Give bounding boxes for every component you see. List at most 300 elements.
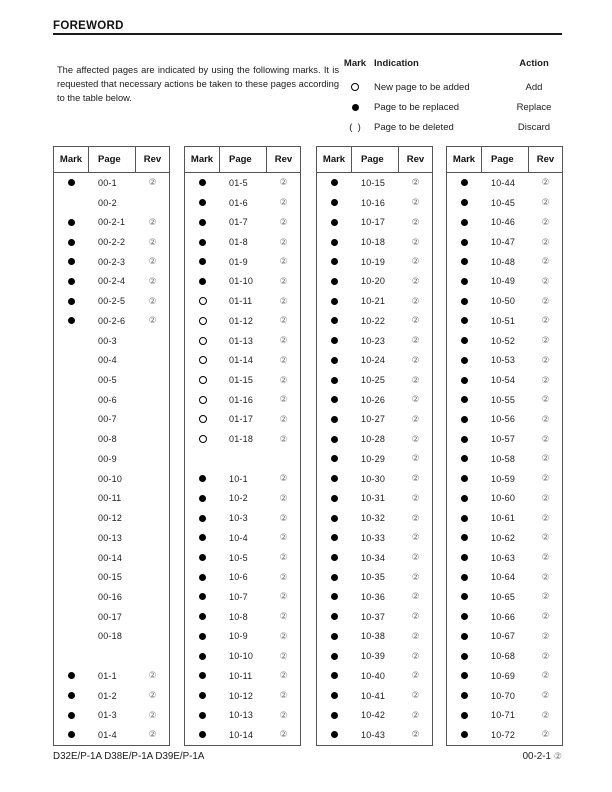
table-row: [185, 331, 300, 351]
mark-cell: [54, 179, 89, 186]
revision-mark: ②: [279, 493, 288, 504]
page-number-cell: 10-62: [491, 532, 516, 543]
page-number-cell: 01-3: [98, 710, 117, 721]
page-number-cell: 00-16: [98, 591, 123, 602]
page-number-cell: 10-58: [491, 453, 516, 464]
mark-cell: [185, 179, 220, 186]
revision-mark: ②: [541, 316, 550, 327]
table-row: [447, 272, 562, 292]
revision-mark: ②: [279, 375, 288, 386]
mark-cell: [54, 219, 89, 226]
table-row: [317, 429, 432, 449]
page-number-cell: 00-2-1: [98, 217, 126, 228]
filled-dot-icon: [199, 574, 206, 581]
table-row: [185, 212, 300, 232]
table-row: [447, 232, 562, 252]
rev-cell: [399, 710, 432, 721]
mark-cell: [185, 712, 220, 719]
filled-dot-icon: [461, 239, 468, 246]
filled-dot-icon: [461, 416, 468, 423]
revision-mark: ②: [541, 375, 550, 386]
table-row: [317, 607, 432, 627]
rev-cell: [529, 355, 562, 366]
rev-cell: [267, 532, 300, 543]
rev-cell: [136, 177, 169, 188]
filled-dot-icon: [461, 534, 468, 541]
filled-dot-icon: [331, 692, 338, 699]
mark-cell: [317, 692, 352, 699]
page-title: FOREWORD: [53, 20, 124, 32]
page-number-cell: 10-7: [229, 591, 248, 602]
open-circle-icon: [199, 435, 207, 443]
revision-mark: ②: [411, 513, 420, 524]
filled-dot-icon: [199, 475, 206, 482]
mark-cell: [54, 278, 89, 285]
table-row: [54, 627, 169, 647]
mark-cell: [185, 574, 220, 581]
rev-cell: [267, 591, 300, 602]
table-row: [54, 508, 169, 528]
table-row: [185, 548, 300, 568]
page-number-cell: 01-13: [229, 335, 254, 346]
filled-dot-icon: [199, 653, 206, 660]
table-row: [54, 607, 169, 627]
revision-mark: ②: [411, 710, 420, 721]
footer-page-number-text: 00-2-1: [522, 751, 551, 762]
rev-cell: [267, 710, 300, 721]
table-row: [185, 489, 300, 509]
table-row: [317, 548, 432, 568]
rev-cell: [399, 670, 432, 681]
rev-cell: [267, 690, 300, 701]
filled-dot-icon: [331, 337, 338, 344]
filled-dot-icon: [331, 633, 338, 640]
mark-cell: [185, 515, 220, 522]
mark-cell: [317, 337, 352, 344]
table-row: [447, 528, 562, 548]
rev-cell: [267, 315, 300, 326]
page-number-cell: 10-65: [491, 591, 516, 602]
revision-mark: ②: [541, 691, 550, 702]
filled-dot-icon: [331, 475, 338, 482]
page-number-cell: 00-13: [98, 532, 123, 543]
page-number-cell: 10-43: [361, 729, 386, 740]
page-number-cell: 10-22: [361, 315, 386, 326]
filled-dot-icon: [461, 219, 468, 226]
revision-mark: ②: [148, 296, 157, 307]
filled-dot-icon: [68, 239, 75, 246]
revision-mark: ②: [541, 355, 550, 366]
rev-cell: [399, 355, 432, 366]
page-number-cell: 00-18: [98, 631, 123, 642]
revision-mark: ②: [279, 257, 288, 268]
mark-cell: [54, 672, 89, 679]
table-row: [54, 528, 169, 548]
open-circle-icon: [199, 376, 207, 384]
revision-mark: ②: [148, 691, 157, 702]
rev-cell: [529, 296, 562, 307]
page-number-cell: 10-12: [229, 690, 254, 701]
revision-mark: ②: [411, 217, 420, 228]
rev-cell: [399, 276, 432, 287]
mark-cell: [185, 297, 220, 305]
rev-cell: [399, 690, 432, 701]
revision-mark: ②: [541, 710, 550, 721]
revision-mark: ②: [148, 217, 157, 228]
table-row: [447, 331, 562, 351]
page-number-cell: 00-11: [98, 493, 122, 504]
open-circle-icon: [199, 317, 207, 325]
page-number-cell: 10-67: [491, 631, 516, 642]
table-row: [185, 232, 300, 252]
mark-cell: [317, 219, 352, 226]
page-number-cell: 01-18: [229, 434, 254, 445]
page-number-cell: 10-34: [361, 552, 386, 563]
rev-cell: [267, 414, 300, 425]
mark-cell: [185, 258, 220, 265]
filled-dot-icon: [199, 258, 206, 265]
page-number-cell: 10-6: [229, 572, 248, 583]
page-number-cell: 00-2-2: [98, 237, 126, 248]
table-row: [447, 252, 562, 272]
revision-mark: ②: [279, 434, 288, 445]
table-row-blank: [185, 449, 300, 469]
page-number-cell: 10-11: [229, 670, 253, 681]
revision-mark: ②: [541, 631, 550, 642]
rev-cell: [399, 453, 432, 464]
mark-cell: [54, 298, 89, 305]
table-row: [317, 173, 432, 193]
revision-mark: ②: [279, 316, 288, 327]
page-number-cell: 01-4: [98, 729, 117, 740]
column-header-page: Page: [352, 147, 399, 172]
filled-dot-icon: [331, 219, 338, 226]
revision-mark: ②: [411, 553, 420, 564]
page-number-cell: 00-7: [98, 414, 117, 425]
legend-action: Discard: [517, 121, 551, 133]
page-number-cell: 10-48: [491, 256, 516, 267]
revision-mark: ②: [279, 355, 288, 366]
rev-cell: [399, 256, 432, 267]
mark-cell: [447, 219, 482, 226]
table-row: [447, 607, 562, 627]
rev-cell: [399, 651, 432, 662]
rev-cell: [529, 591, 562, 602]
mark-cell: [317, 475, 352, 482]
page-number-cell: 00-6: [98, 394, 117, 405]
rev-cell: [399, 493, 432, 504]
mark-cell: [317, 377, 352, 384]
open-circle-icon: [199, 356, 207, 364]
table-row: [317, 725, 432, 745]
mark-cell: [185, 613, 220, 620]
page-number-cell: 10-9: [229, 631, 248, 642]
mark-cell: [317, 653, 352, 660]
page-number-cell: 00-17: [98, 611, 123, 622]
table-row: [447, 567, 562, 587]
legend-action: Replace: [516, 101, 552, 113]
revision-mark: ②: [279, 276, 288, 287]
rev-cell: [267, 611, 300, 622]
rev-cell: [529, 375, 562, 386]
rev-cell: [529, 572, 562, 583]
table-row: [317, 291, 432, 311]
filled-dot-icon: [461, 357, 468, 364]
table-row: [447, 705, 562, 725]
legend-action: Add: [525, 81, 543, 93]
mark-cell: [317, 554, 352, 561]
page-number-cell: 10-30: [361, 473, 386, 484]
page-number-cell: 10-28: [361, 434, 386, 445]
page-number-cell: 10-2: [229, 493, 248, 504]
table-row: [185, 429, 300, 449]
page-number-cell: 10-26: [361, 394, 386, 405]
rev-cell: [529, 611, 562, 622]
revision-mark: ②: [541, 671, 550, 682]
table-row: [54, 449, 169, 469]
mark-cell: [317, 199, 352, 206]
revision-mark: ②: [411, 178, 420, 189]
filled-dot-icon: [331, 199, 338, 206]
page-number-cell: 10-27: [361, 414, 386, 425]
revision-mark: ②: [411, 375, 420, 386]
mark-cell: [447, 515, 482, 522]
filled-dot-icon: [461, 199, 468, 206]
table-row: [317, 311, 432, 331]
page-number-cell: 01-8: [229, 237, 248, 248]
mark-cell: [185, 396, 220, 404]
filled-dot-icon: [352, 104, 359, 111]
revision-mark: ②: [411, 493, 420, 504]
rev-cell: [267, 572, 300, 583]
mark-cell: [447, 731, 482, 738]
table-row: [317, 350, 432, 370]
revision-mark: ②: [148, 710, 157, 721]
table-row: [447, 212, 562, 232]
filled-dot-icon: [331, 278, 338, 285]
page-list-table-2: [184, 146, 301, 746]
mark-cell: [447, 574, 482, 581]
table-row: [185, 469, 300, 489]
rev-cell: [529, 276, 562, 287]
legend-row: [338, 77, 562, 97]
revision-mark: ②: [279, 237, 288, 248]
filled-dot-icon: [199, 593, 206, 600]
page-list-table-4: [446, 146, 563, 746]
filled-dot-icon: [461, 712, 468, 719]
intro-paragraph: The affected pages are indicated by using the following marks. It is requested that necessary actions be taken to these pages according to the table below.: [57, 65, 339, 104]
rev-cell: [267, 355, 300, 366]
revision-mark: ②: [411, 631, 420, 642]
filled-dot-icon: [461, 258, 468, 265]
revision-mark: ②: [279, 513, 288, 524]
filled-dot-icon: [331, 416, 338, 423]
table-row: [185, 252, 300, 272]
page-number-cell: 10-68: [491, 651, 516, 662]
revision-mark: ②: [279, 671, 288, 682]
rev-cell: [399, 729, 432, 740]
page-number-cell: 10-10: [229, 651, 254, 662]
mark-cell: [54, 712, 89, 719]
filled-dot-icon: [68, 317, 75, 324]
table-row: [317, 705, 432, 725]
filled-dot-icon: [461, 692, 468, 699]
page-number-cell: 10-61: [491, 513, 516, 524]
table-row: [54, 567, 169, 587]
filled-dot-icon: [199, 633, 206, 640]
mark-cell: [447, 672, 482, 679]
filled-dot-icon: [461, 495, 468, 502]
revision-mark: ②: [411, 533, 420, 544]
page-number-cell: 00-2-6: [98, 315, 126, 326]
rev-cell: [267, 197, 300, 208]
parentheses-mark: ( ): [349, 121, 361, 133]
page-number-cell: 10-17: [361, 217, 386, 228]
table-row: [317, 449, 432, 469]
table-row: [317, 252, 432, 272]
filled-dot-icon: [331, 239, 338, 246]
rev-cell: [267, 217, 300, 228]
mark-cell: [447, 692, 482, 699]
rev-cell: [267, 670, 300, 681]
column-header-mark: Mark: [54, 147, 89, 172]
filled-dot-icon: [461, 515, 468, 522]
page-number-cell: 10-72: [491, 729, 516, 740]
rev-cell: [399, 335, 432, 346]
revision-mark: ②: [411, 434, 420, 445]
page-number-cell: 00-3: [98, 335, 117, 346]
table-row: [185, 567, 300, 587]
mark-cell: [317, 731, 352, 738]
page-number-cell: 10-55: [491, 394, 516, 405]
column-header-page: Page: [220, 147, 267, 172]
filled-dot-icon: [331, 515, 338, 522]
revision-mark: ②: [541, 493, 550, 504]
revision-mark: ②: [541, 237, 550, 248]
revision-mark: ②: [541, 434, 550, 445]
open-circle-icon: [199, 396, 207, 404]
filled-dot-icon: [331, 672, 338, 679]
table-row: [185, 311, 300, 331]
rev-cell: [399, 434, 432, 445]
legend-mark-cell: [338, 104, 372, 111]
table-row: [54, 725, 169, 745]
rev-cell: [529, 513, 562, 524]
page-number-cell: 10-60: [491, 493, 516, 504]
page-number-cell: 00-8: [98, 434, 117, 445]
table-row: [54, 291, 169, 311]
rev-cell: [267, 335, 300, 346]
filled-dot-icon: [331, 436, 338, 443]
table-row: [447, 587, 562, 607]
legend-row: [338, 117, 562, 137]
revision-mark: ②: [541, 612, 550, 623]
revision-mark: ②: [541, 513, 550, 524]
table-row: [185, 390, 300, 410]
table-row: [185, 193, 300, 213]
revision-mark: ②: [541, 533, 550, 544]
revision-mark: ②: [148, 237, 157, 248]
rev-cell: [529, 197, 562, 208]
page-number-cell: 10-33: [361, 532, 386, 543]
revision-mark: ②: [411, 316, 420, 327]
revision-mark: ②: [541, 178, 550, 189]
page-number-cell: 01-17: [229, 414, 254, 425]
filled-dot-icon: [199, 199, 206, 206]
mark-cell: [185, 495, 220, 502]
mark-cell: [54, 692, 89, 699]
mark-cell: [447, 396, 482, 403]
filled-dot-icon: [331, 258, 338, 265]
page-number-cell: 10-13: [229, 710, 254, 721]
filled-dot-icon: [199, 554, 206, 561]
filled-dot-icon: [461, 653, 468, 660]
mark-cell: [185, 317, 220, 325]
table-row: [54, 489, 169, 509]
rev-cell: [529, 670, 562, 681]
rev-cell: [136, 690, 169, 701]
revision-mark: ②: [411, 276, 420, 287]
rev-cell: [267, 434, 300, 445]
table-row: [317, 627, 432, 647]
table-row: [317, 331, 432, 351]
page-number-cell: 10-40: [361, 670, 386, 681]
table-row: [447, 548, 562, 568]
revision-mark: ②: [541, 414, 550, 425]
revision-mark: ②: [279, 178, 288, 189]
filled-dot-icon: [331, 554, 338, 561]
page-number-cell: 01-11: [229, 296, 253, 307]
mark-cell: [317, 593, 352, 600]
table-row: [185, 666, 300, 686]
rev-cell: [529, 552, 562, 563]
page-list-table-3: [316, 146, 433, 746]
page-number-cell: 00-12: [98, 513, 123, 524]
table-row: [185, 725, 300, 745]
revision-mark: ②: [411, 592, 420, 603]
table-row: [317, 489, 432, 509]
page-number-cell: 01-15: [229, 375, 254, 386]
page-number-cell: 10-69: [491, 670, 516, 681]
page-number-cell: 10-64: [491, 572, 516, 583]
page-number-cell: 10-47: [491, 237, 516, 248]
page-number-cell: 10-4: [229, 532, 248, 543]
filled-dot-icon: [461, 574, 468, 581]
filled-dot-icon: [461, 455, 468, 462]
mark-cell: [447, 278, 482, 285]
revision-mark: ②: [279, 612, 288, 623]
page-number-cell: 10-23: [361, 335, 386, 346]
page-number-cell: 10-51: [491, 315, 516, 326]
title-underline: [53, 33, 562, 35]
rev-cell: [399, 513, 432, 524]
revision-mark: ②: [279, 592, 288, 603]
rev-cell: [399, 611, 432, 622]
revision-mark: ②: [541, 454, 550, 465]
mark-cell: [185, 415, 220, 423]
legend-row: [338, 97, 562, 117]
filled-dot-icon: [461, 613, 468, 620]
mark-cell: [317, 613, 352, 620]
rev-cell: [399, 473, 432, 484]
table-row: [317, 469, 432, 489]
filled-dot-icon: [199, 179, 206, 186]
revision-mark: ②: [411, 395, 420, 406]
rev-cell: [136, 256, 169, 267]
page-number-cell: 10-66: [491, 611, 516, 622]
page-number-cell: 10-63: [491, 552, 516, 563]
revision-mark: ②: [541, 395, 550, 406]
